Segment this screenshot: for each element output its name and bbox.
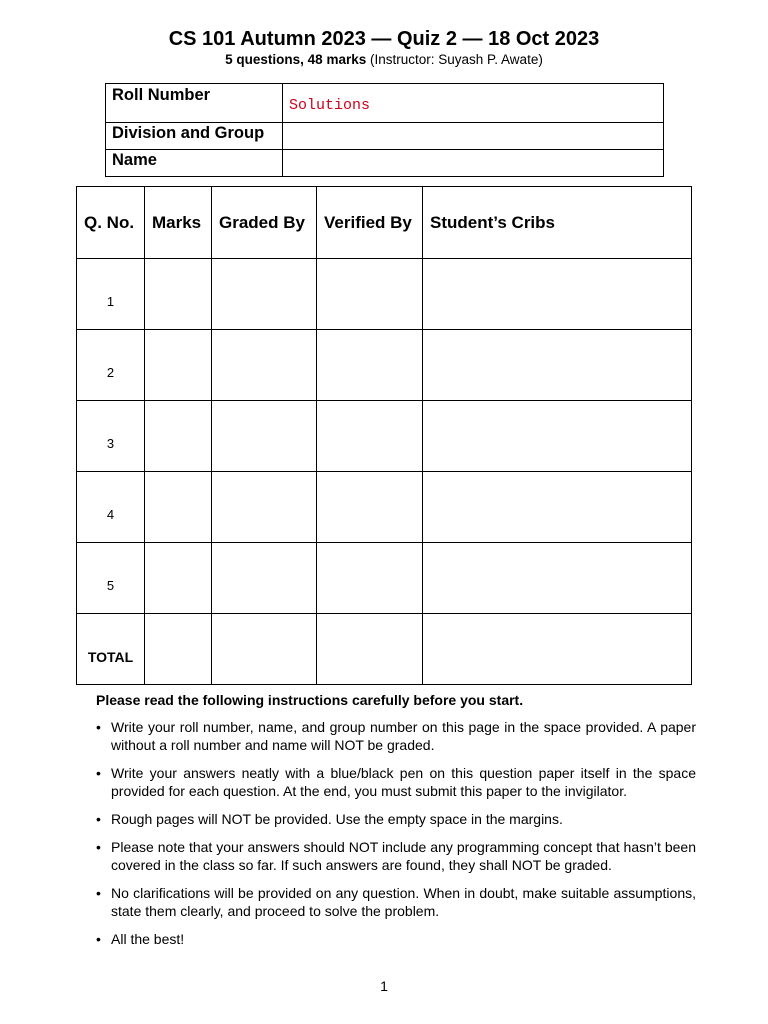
instructions-list [96,718,696,958]
roll-number-row [106,84,664,123]
quiz-title: CS 101 Autumn 2023 — Quiz 2 — 18 Oct 2023 [168,28,600,50]
instruction-text: All the best! [111,931,185,947]
question-number: 3 [77,401,145,472]
table-row [77,401,692,472]
header-students-cribs: Student’s Cribs [423,187,692,259]
marks-cell[interactable] [145,543,212,614]
roll-number-field[interactable]: Solutions [283,84,664,123]
instruction-item [96,718,696,754]
division-group-row [106,123,664,150]
graded-by-cell[interactable] [212,472,317,543]
instruction-text: Write your roll number, name, and group number on this page in the space provided. A paper without a roll number and name will NOT be graded. [111,719,696,753]
quiz-subtitle [0,52,768,67]
subtitle-marks: 5 questions, 48 marks [225,52,367,67]
cribs-cell[interactable] [423,330,692,401]
bullet-icon: • [96,765,101,781]
graded-by-cell[interactable] [212,259,317,330]
table-row [77,259,692,330]
graded-by-cell[interactable] [212,543,317,614]
instruction-item [96,930,696,948]
instructions-heading: Please read the following instructions carefully before you start. [96,692,524,708]
name-row [106,150,664,177]
instruction-item [96,838,696,874]
bullet-icon: • [96,931,101,947]
graded-by-cell[interactable] [212,330,317,401]
bullet-icon: • [96,719,101,735]
instruction-item [96,810,696,828]
marks-cell[interactable] [145,614,212,685]
marks-cell[interactable] [145,330,212,401]
marks-cell[interactable] [145,259,212,330]
total-label: TOTAL [77,614,145,685]
header-q-no: Q. No. [77,187,145,259]
bullet-icon: • [96,839,101,855]
marks-cell[interactable] [145,472,212,543]
verified-by-cell[interactable] [317,472,423,543]
name-label: Name [106,150,283,177]
verified-by-cell[interactable] [317,543,423,614]
cribs-cell[interactable] [423,259,692,330]
name-field[interactable] [283,150,664,177]
question-number: 5 [77,543,145,614]
verified-by-cell[interactable] [317,614,423,685]
instruction-text: No clarifications will be provided on any question. When in doubt, make suitable assumptions, state them clearly, and proceed to solve the problem. [111,885,696,919]
graded-by-cell[interactable] [212,401,317,472]
verified-by-cell[interactable] [317,401,423,472]
table-row [77,330,692,401]
division-group-label: Division and Group [106,123,283,150]
total-row [77,614,692,685]
question-number: 1 [77,259,145,330]
marks-table-header [77,187,692,259]
header-verified-by: Verified By [317,187,423,259]
header-graded-by: Graded By [212,187,317,259]
verified-by-cell[interactable] [317,259,423,330]
table-row [77,472,692,543]
roll-number-label: Roll Number [106,84,283,123]
marks-table [76,186,692,685]
division-group-field[interactable] [283,123,664,150]
cribs-cell[interactable] [423,614,692,685]
cribs-cell[interactable] [423,472,692,543]
verified-by-cell[interactable] [317,330,423,401]
identity-table [105,83,664,177]
instruction-text: Write your answers neatly with a blue/black pen on this question paper itself in the space provided for each question. At the end, you must submit this paper to the invigilator. [111,765,696,799]
cribs-cell[interactable] [423,401,692,472]
instruction-text: Please note that your answers should NOT include any programming concept that hasn’t been covered in the class so far. If such answers are found, they shall NOT be graded. [111,839,696,873]
instruction-item [96,884,696,920]
bullet-icon: • [96,811,101,827]
header-marks: Marks [145,187,212,259]
question-number: 2 [77,330,145,401]
graded-by-cell[interactable] [212,614,317,685]
table-row [77,543,692,614]
bullet-icon: • [96,885,101,901]
question-number: 4 [77,472,145,543]
subtitle-instructor: (Instructor: Suyash P. Awate) [366,52,543,67]
instruction-item [96,764,696,800]
cribs-cell[interactable] [423,543,692,614]
page-number: 1 [380,978,388,994]
instruction-text: Rough pages will NOT be provided. Use the empty space in the margins. [111,811,563,827]
marks-cell[interactable] [145,401,212,472]
